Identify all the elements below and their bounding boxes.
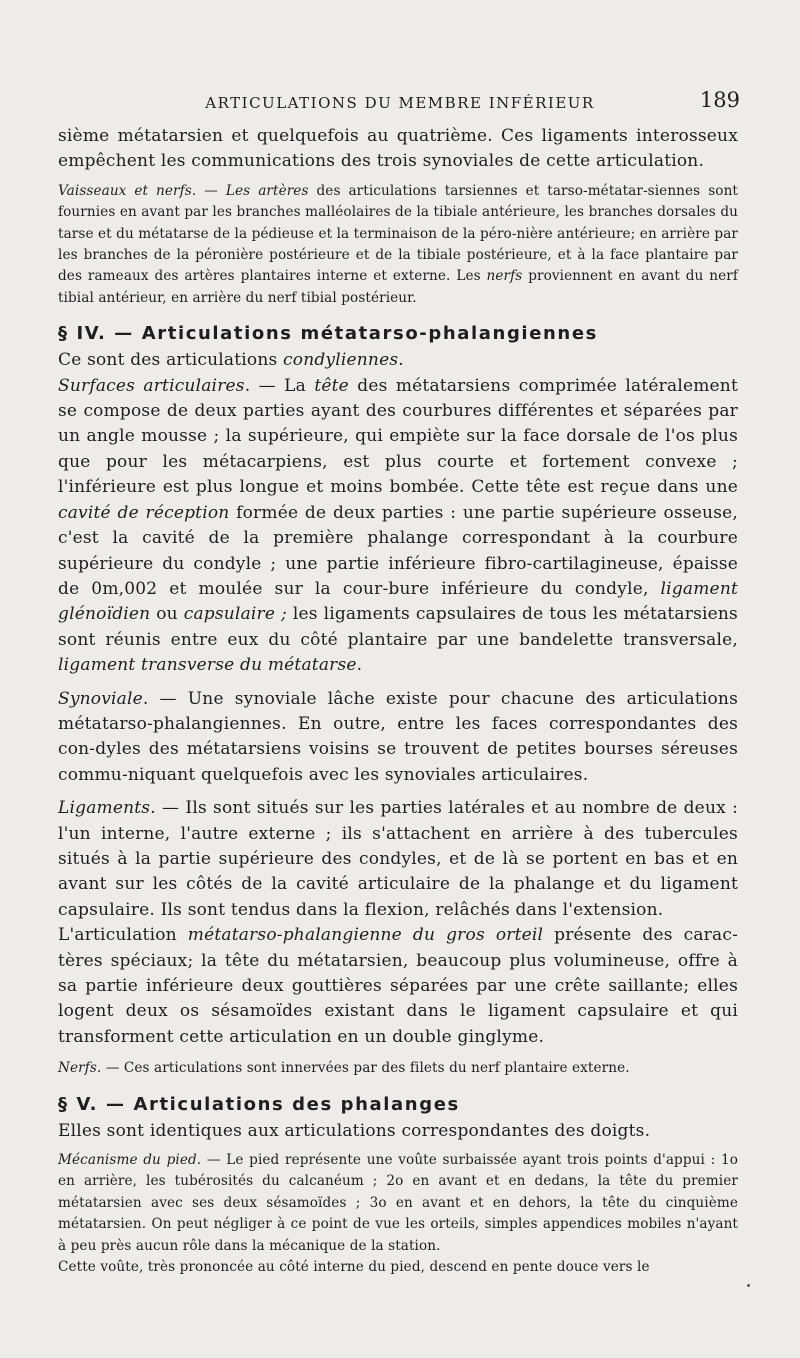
text-run: . — Le pied représente une voûte surbaissée ayant trois points d'appui : 1o en arrière, les tubérosités du calcanéum ; 2o en avant et en dedans, la tête du premier métatarsien avec ses deux sésamoïdes ; 3o en avant et en dehors, la tête du cinquième métatarsien. On peut négliger à ce point de vue les orteils, simples appendices mobiles n'ayant à peu près aucun rôle dans la mécanique de la station. — [58, 1152, 738, 1254]
text-run: ou — [150, 604, 184, 625]
section-heading-v — [58, 1094, 738, 1115]
text-run: . — Ces articulations sont innervées par des filets du nerf plantaire externe. — [96, 1060, 630, 1077]
run-heading: Mécanisme du pied — [58, 1152, 197, 1169]
paragraph-condyliennes — [58, 348, 738, 373]
section-number: § V. — — [58, 1093, 134, 1115]
section-heading-iv — [58, 323, 738, 344]
text-run: . — Une synoviale lâche existe pour chacune des articulations métatarso-phalangiennes. En outre, entre les faces correspondantes des con-dyles des métatarsiens voisins se trouvent de petites bourses séreuses commu-niquant quelquefois avec les synoviales articulaires. — [58, 688, 738, 785]
run-heading: Surfaces articulaires — [58, 375, 245, 396]
section-number: § IV. — — [58, 323, 142, 345]
run-heading: Ligaments — [58, 798, 151, 819]
text-run: formée de deux parties : une partie supérieure osseuse, c'est la cavité de la première phalange correspondant à la courbure supérieure du condyle ; une partie inférieure fibro-cartilagineuse, épaisse de 0m,002 et moulée sur la cour-bure inférieure du condyle, — [58, 502, 738, 599]
page-number: 189 — [699, 88, 740, 112]
text-run: . — [398, 350, 404, 371]
text-run: proviennent en avant du nerf tibial antérieur, en arrière du nerf tibial postérieur. — [58, 268, 738, 306]
paragraph-nerfs — [58, 1058, 738, 1079]
text-run: des métatarsiens comprimée latéralement se compose de deux parties ayant des courbures différentes et séparées par un angle mousse ; la supérieure, qui empiète sur la face dorsale de l'os plus que pour les métacarpiens, est plus courte et fortement convexe ; l'inférieure est plus longue et moins bombée. Cette tête est reçue dans une — [58, 375, 738, 498]
term-ligament-transverse: ligament transverse du métatarse — [58, 655, 357, 676]
term-ligament-glenoidien: ligament glénoïdien — [58, 578, 738, 625]
term-tete: tête — [314, 375, 349, 396]
paragraph-gros-orteil — [58, 923, 738, 1050]
paragraph-mecanisme — [58, 1150, 738, 1257]
text-run: Ce sont des articulations — [58, 350, 284, 371]
paragraph-synoviale — [58, 687, 738, 789]
text-run: L'articulation — [58, 925, 188, 946]
term-condyliennes: condyliennes — [283, 350, 399, 371]
term-gros-orteil: métatarso-phalangienne du gros orteil — [187, 925, 544, 946]
text-run: les ligaments capsulaires de tous les métatarsiens sont réunis entre eux du côté plantaire par une bandelette transversale, — [58, 604, 738, 650]
paragraph-phalanges — [58, 1119, 738, 1144]
text-run: Elles sont identiques aux articulations correspondantes des doigts. — [58, 1120, 651, 1141]
term-cavite-reception: cavité de réception — [58, 502, 230, 523]
section-title: Articulations métatarso-phalangiennes — [141, 323, 598, 345]
page-content — [58, 124, 738, 1278]
ink-speck — [747, 1284, 750, 1287]
text-run: sième métatarsien et quelquefois au quatrième. Ces ligaments interosseux empêchent les communications des trois synoviales de cette articulation. — [58, 126, 738, 172]
paragraph-surfaces-articulaires — [58, 374, 738, 679]
paragraph-continuation — [58, 124, 738, 175]
text-run: Cette voûte, très prononcée au côté interne du pied, descend en pente douce vers le — [58, 1259, 650, 1276]
page-header — [60, 88, 740, 116]
term-arteres: artères — [258, 182, 309, 199]
text-run: des articulations tarsiennes et tarso-métatar-siennes sont fournies en avant par les branches malléolaires de la tibiale antérieure, les branches dorsales du tarse et du métatarse de la pédieuse et la terminaison de la péro-nière antérieure; en arrière par les branches de la péronière postérieure et de la tibiale postérieure, et à la face plantaire par des rameaux des artères plantaires interne et externe. Les — [58, 182, 738, 285]
term-capsulaire: capsulaire ; — [183, 604, 287, 625]
paragraph-voute — [58, 1257, 738, 1278]
term-nerfs: nerfs — [486, 268, 523, 285]
run-heading: Nerfs — [58, 1060, 97, 1077]
text-run: . — [356, 655, 363, 676]
running-title: ARTICULATIONS DU MEMBRE INFÉRIEUR — [205, 94, 595, 112]
paragraph-ligaments — [58, 796, 738, 923]
text-run: . — Ils sont situés sur les parties latérales et au nombre de deux : l'un interne, l'autre externe ; ils s'attachent en arrière à des tubercules situés à la partie supérieure des condyles, et de là se portent en bas et en avant sur les côtés de la cavité articulaire de la phalange et du ligament capsulaire. Ils sont tendus dans la flexion, relâchés dans l'extension. — [58, 798, 738, 920]
text-run: présente des carac-tères spéciaux; la tête du métatarsien, beaucoup plus volumineuse, offre à sa partie inférieure deux gouttières séparées par une crête saillante; elles logent deux os sésamoïdes existant dans le ligament capsulaire et qui transforment cette articulation en un double ginglyme. — [58, 925, 739, 1047]
section-title: Articulations des phalanges — [133, 1093, 460, 1115]
run-heading: Vaisseaux et nerfs. — Les — [58, 182, 259, 199]
paragraph-vaisseaux-nerfs — [58, 181, 738, 309]
text-run: . — La — [244, 375, 315, 396]
run-heading: Synoviale — [58, 688, 143, 709]
